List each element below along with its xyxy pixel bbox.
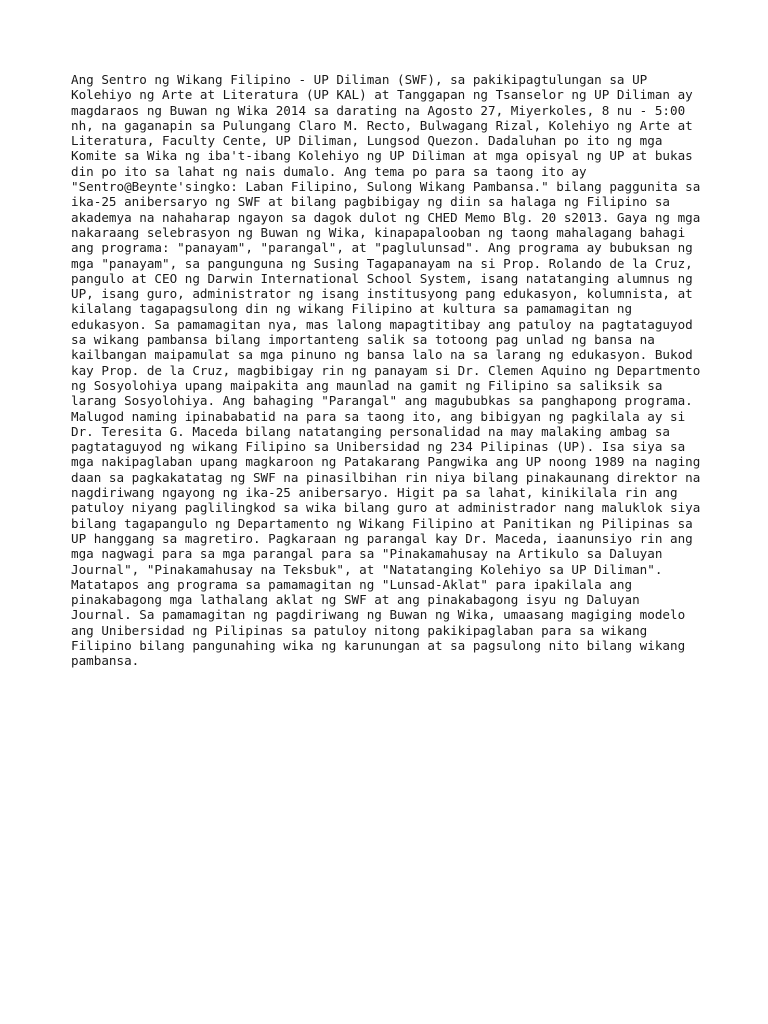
text-line: Komite sa Wika ng iba't-ibang Kolehiyo ng UP Diliman at mga opisyal ng UP at bukas	[71, 148, 693, 164]
text-line: nh, na gaganapin sa Pulungang Claro M. Recto, Bulwagang Rizal, Kolehiyo ng Arte at	[71, 117, 693, 133]
text-line: ang Unibersidad ng Pilipinas sa patuloy nitong pakikipaglaban para sa wikang	[71, 622, 648, 638]
text-line: Dr. Teresita G. Maceda bilang natatanging personalidad na may malaking ambag sa	[71, 423, 670, 439]
text-line: ika-25 anibersaryo ng SWF at bilang pagbibigay ng diin sa halaga ng Filipino sa	[71, 194, 670, 210]
text-line: bilang tagapangulo ng Departamento ng Wikang Filipino at Panitikan ng Pilipinas sa	[71, 515, 693, 531]
text-line: Matatapos ang programa sa pamamagitan ng "Lunsad-Aklat" para ipakilala ang	[71, 576, 633, 592]
text-line: Ang Sentro ng Wikang Filipino - UP Diliman (SWF), sa pakikipagtulungan sa UP	[71, 72, 648, 87]
text-line: daan sa pagkakatatag ng SWF na pinasilbihan rin niya bilang pinakaunang direktor na	[71, 469, 701, 485]
text-line: kilalang tagapagsulong din ng wikang Filipino at kultura sa pamamagitan ng	[71, 301, 633, 317]
text-line: din po ito sa lahat ng nais dumalo. Ang tema po para sa taong ito ay	[71, 163, 587, 179]
text-line: mga nagwagi para sa mga parangal para sa "Pinakamahusay na Artikulo sa Daluyan	[71, 546, 663, 562]
text-line: pinakabagong mga lathalang aklat ng SWF at ang pinakabagong isyu ng Daluyan	[71, 592, 640, 608]
text-line: pangulo at CEO ng Darwin International School System, isang natatanging alumnus ng	[71, 270, 693, 286]
text-line: Malugod naming ipinababatid na para sa taong ito, ang bibigyan ng pagkilala ay si	[71, 408, 686, 424]
text-line: magdaraos ng Buwan ng Wika 2014 sa darating na Agosto 27, Miyerkoles, 8 nu - 5:00	[71, 102, 686, 118]
text-line: sa wikang pambansa bilang importanteng salik sa totoong pag unlad ng bansa na	[71, 332, 655, 348]
text-line: kailbangan maipamulat sa mga pinuno ng bansa lalo na sa larang ng edukasyon. Bukod	[71, 347, 693, 363]
text-line: pambansa.	[71, 653, 140, 669]
text-line: "Sentro@Beynte'singko: Laban Filipino, Sulong Wikang Pambansa." bilang paggunita sa	[71, 179, 701, 195]
body-paragraph	[71, 72, 701, 669]
text-line: Literatura, Faculty Cente, UP Diliman, Lungsod Quezon. Dadaluhan po ito ng mga	[71, 133, 663, 149]
text-line: pagtataguyod ng wikang Filipino sa Unibersidad ng 234 Pilipinas (UP). Isa siya sa	[71, 439, 686, 455]
text-line: mga "panayam", sa pangunguna ng Susing Tagapanayam na si Prop. Rolando de la Cruz,	[71, 255, 693, 271]
text-line: Journal. Sa pamamagitan ng pagdiriwang ng Buwan ng Wika, umaasang magiging modelo	[71, 607, 686, 623]
text-line: edukasyon. Sa pamamagitan nya, mas lalong mapagtitibay ang patuloy na pagtataguyod	[71, 316, 693, 332]
text-line: akademya na nahaharap ngayon sa dagok dulot ng CHED Memo Blg. 20 s2013. Gaya ng mga	[71, 209, 701, 225]
text-line: ng Sosyolohiya upang maipakita ang maunlad na gamit ng Filipino sa saliksik sa	[71, 377, 663, 393]
text-line: patuloy niyang paglilingkod sa wika bilang guro at administrador nang maluklok siya	[71, 500, 701, 516]
text-line: mga nakipaglaban upang magkaroon ng Patakarang Pangwika ang UP noong 1989 na naging	[71, 454, 701, 470]
text-line: kay Prop. de la Cruz, magbibigay rin ng panayam si Dr. Clemen Aquino ng Departmento	[71, 362, 701, 378]
text-line: Kolehiyo ng Arte at Literatura (UP KAL) at Tanggapan ng Tsanselor ng UP Diliman ay	[71, 87, 693, 103]
text-line: larang Sosyolohiya. Ang bahaging "Parangal" ang magububkas sa panghapong programa.	[71, 393, 693, 409]
text-line: ang programa: "panayam", "parangal", at "paglulunsad". Ang programa ay bubuksan ng	[71, 240, 693, 256]
text-line: Journal", "Pinakamahusay na Teksbuk", at "Natatanging Kolehiyo sa UP Diliman".	[71, 561, 663, 577]
text-line: UP hanggang sa magretiro. Pagkaraan ng parangal kay Dr. Maceda, iaanunsiyo rin ang	[71, 530, 693, 546]
text-line: nagdiriwang ngayong ng ika-25 anibersaryo. Higit pa sa lahat, kinikilala rin ang	[71, 485, 678, 501]
text-line: UP, isang guro, administrator ng isang institusyong pang edukasyon, kolumnista, at	[71, 286, 693, 302]
text-line: nakaraang selebrasyon ng Buwan ng Wika, kinapapalooban ng taong mahalagang bahagi	[71, 224, 686, 240]
text-line: Filipino bilang pangunahing wika ng karunungan at sa pagsulong nito bilang wikang	[71, 637, 686, 653]
